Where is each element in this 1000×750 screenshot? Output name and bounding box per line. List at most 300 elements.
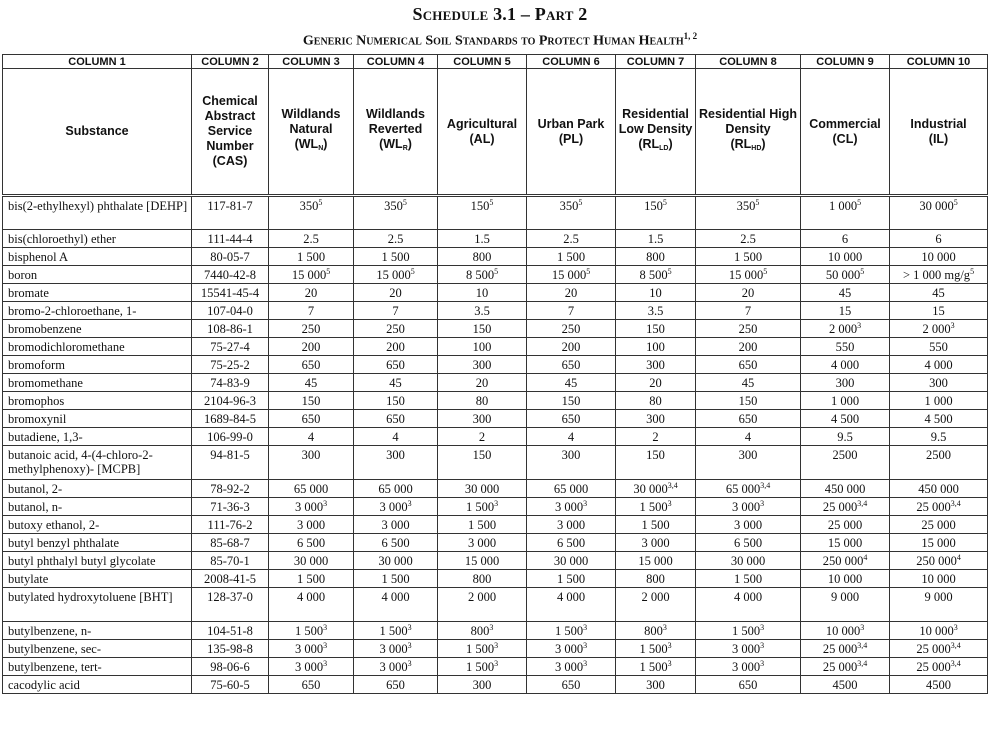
standard-value-cell [269,622,354,640]
column-header-label: Urban Park [537,116,605,131]
standard-value: 4 [567,430,575,444]
standard-value-cell [527,640,616,658]
standard-value-cell [354,570,438,588]
standard-value: 3 000 [731,660,761,674]
standard-value-cell [527,338,616,356]
substance-cell: butylate [3,570,192,588]
standard-value: 200 [738,340,758,354]
standard-value-cell [696,534,801,552]
standard-value-cell [890,446,988,480]
standard-value: 30 000 [293,554,329,568]
standard-value: 9.5 [930,430,947,444]
standard-value-cell [696,302,801,320]
standard-value-cell [354,392,438,410]
standard-value: 2.5 [740,232,756,246]
standard-value: 25 000 [916,642,951,656]
standard-value-cell [616,534,696,552]
standard-value: 25 000 [916,660,951,674]
cas-cell: 85-70-1 [192,552,269,570]
table-row [3,302,988,320]
standard-value-cell [696,676,801,694]
cas-cell: 71-36-3 [192,498,269,516]
standard-value: 550 [929,340,948,354]
standard-value: 150 [472,322,492,336]
standard-value: 80 [475,394,489,408]
cas-cell: 98-06-6 [192,658,269,676]
standard-value: 300 [646,412,665,426]
standard-value: 350 [384,199,403,213]
standard-value-cell [269,392,354,410]
cas-cell: 80-05-7 [192,248,269,266]
column-header-label: Industrial [910,116,967,131]
standard-value-cell [527,570,616,588]
standard-value-cell [890,410,988,428]
document-subtitle [0,31,1000,50]
standard-value: 15 000 [291,268,327,282]
standard-value-cell [438,446,527,480]
standard-value: 15 [838,304,852,318]
standard-value: 6 500 [296,536,326,550]
standard-value-cell [890,570,988,588]
standard-value-cell [890,498,988,516]
standard-value: 6 500 [381,536,410,550]
column-header-abbr: (RL [730,137,752,151]
column-number-4: COLUMN 4 [354,55,438,69]
table-row [3,534,988,552]
standard-value-cell [269,588,354,622]
standard-value: 50 000 [825,268,861,282]
column-header-5 [438,69,527,196]
standard-value: 3 000 [467,536,497,550]
standard-value-cell [696,320,801,338]
standard-value: 1 500 [296,572,326,586]
standard-value: 200 [561,340,581,354]
standard-value-cell [527,374,616,392]
substance-cell: bromodichloromethane [3,338,192,356]
standard-value: 300 [561,448,581,462]
column-number-5: COLUMN 5 [438,55,527,69]
table-row [3,516,988,534]
standard-value-cell [616,428,696,446]
footnote-ref: 3,4 [950,641,961,650]
standard-value: 250 [386,322,405,336]
standard-value-cell [696,196,801,230]
footnote-ref: 3 [760,641,765,650]
standard-value-cell [616,446,696,480]
standard-value: 3 000 [294,642,324,656]
standard-value: 300 [646,358,665,372]
column-header-label: Chemical Abstract Service Number [202,94,258,153]
standard-value-cell [527,302,616,320]
standard-value-cell [354,266,438,284]
column-header-label: Substance [65,124,129,138]
standard-value-cell [696,338,801,356]
standard-value-cell [269,266,354,284]
standard-value: 3 000 [554,660,584,674]
standard-value-cell [616,410,696,428]
column-header-subscript: N [318,145,324,152]
standard-value: 1 500 [731,624,761,638]
standard-value-cell [527,320,616,338]
standard-value: 15 000 [551,268,587,282]
substance-cell: bromomethane [3,374,192,392]
standard-value-cell [354,248,438,266]
standard-value-cell [616,266,696,284]
footnote-ref: 3 [760,659,765,668]
column-number-3: COLUMN 3 [269,55,354,69]
standard-value-cell [438,622,527,640]
standard-value: 4 000 [381,590,410,604]
standard-value-cell [269,374,354,392]
standard-value-cell [438,658,527,676]
footnote-ref: 3 [407,641,412,650]
standard-value: 150 [472,448,492,462]
standard-value-cell [269,516,354,534]
standard-value: 1 500 [554,624,584,638]
column-header-label: Residential Low Density [618,107,693,136]
standard-value: 1 500 [465,660,495,674]
standard-value: 150 [301,394,321,408]
footnote-ref: 3 [494,641,499,650]
standard-value-cell [527,446,616,480]
standard-value-cell [890,480,988,498]
standard-value-cell [438,516,527,534]
standard-value-cell [527,552,616,570]
standard-value-cell [696,374,801,392]
standard-value-cell [269,552,354,570]
column-header-subscript: LD [659,145,669,152]
standard-value: > 1 000 mg/g [902,268,971,282]
standard-value-cell [890,622,988,640]
document-title: Schedule 3.1 – Part 2 [412,4,588,24]
table-row [3,480,988,498]
standard-value: 3 000 [556,518,586,532]
standard-value-cell [890,248,988,266]
standard-value-cell [354,338,438,356]
substance-cell: butadiene, 1,3- [3,428,192,446]
cas-cell: 1689-84-5 [192,410,269,428]
cas-cell: 104-51-8 [192,622,269,640]
standard-value: 4500 [926,678,951,692]
standard-value: 1 500 [381,572,410,586]
column-description-row [3,69,988,196]
standard-value: 7 [392,304,399,318]
soil-standards-table [2,54,988,694]
column-number-7: COLUMN 7 [616,55,696,69]
standard-value: 650 [386,358,405,372]
standard-value: 8 500 [639,268,668,282]
cas-cell: 111-76-2 [192,516,269,534]
standard-value: 10 000 [919,624,954,638]
cas-cell: 74-83-9 [192,374,269,392]
standard-value: 250 [561,322,581,336]
standard-value-cell [269,248,354,266]
standard-value: 150 [386,394,405,408]
standard-value-cell [890,356,988,374]
standard-value: 65 000 [293,482,329,496]
standard-value-cell [269,338,354,356]
standard-value: 6 500 [733,536,763,550]
standard-value: 15 000 [464,554,500,568]
table-row [3,196,988,230]
standard-value: 450 000 [824,482,866,496]
footnote-ref: 3,4 [667,481,678,490]
standard-value-cell [616,622,696,640]
standard-value-cell [616,640,696,658]
standard-value-cell [354,516,438,534]
standard-value-cell [438,230,527,248]
standard-value: 300 [472,678,492,692]
standard-value-cell [616,676,696,694]
standard-value: 4 [392,430,399,444]
standard-value: 6 [841,232,849,246]
footnote-ref: 3,4 [857,659,868,668]
standard-value: 30 000 [919,199,954,213]
table-row [3,658,988,676]
column-header-3 [269,69,354,196]
standard-value: 3 000 [554,642,584,656]
footnote-ref: 5 [755,198,760,207]
footnote-ref: 5 [763,267,768,276]
standard-value-cell [696,658,801,676]
footnote-ref: 5 [662,198,667,207]
column-header-label: Agricultural [446,116,518,131]
standard-value-cell [616,552,696,570]
standard-value: 2 [652,430,659,444]
standard-value-cell [438,676,527,694]
standard-value: 650 [386,412,405,426]
footnote-ref: 3 [583,499,588,508]
footnote-ref: 5 [402,198,407,207]
standard-value: 2500 [832,448,858,462]
footnote-ref: 3 [323,499,328,508]
standard-value-cell [269,284,354,302]
standard-value-cell [354,410,438,428]
standard-value: 150 [646,448,665,462]
standard-value-cell [890,588,988,622]
standard-value: 100 [646,340,665,354]
standard-value-cell [438,302,527,320]
standard-value: 20 [741,286,755,300]
standard-value: 15 000 [728,268,764,282]
standard-value: 3 000 [379,660,408,674]
standard-value: 3 000 [731,500,761,514]
standard-value: 9 000 [924,590,953,604]
standard-value-cell [527,498,616,516]
standard-value: 45 [304,376,318,390]
standard-value: 10 [475,286,489,300]
column-header-subscript: R [402,145,408,152]
substance-cell: butyl phthalyl butyl glycolate [3,552,192,570]
standard-value: 1 500 [465,500,495,514]
cas-cell: 94-81-5 [192,446,269,480]
standard-value-cell [527,410,616,428]
table-row [3,230,988,248]
standard-value-cell [801,676,890,694]
standard-value: 3 000 [294,660,324,674]
column-number-9: COLUMN 9 [801,55,890,69]
standard-value-cell [890,640,988,658]
substance-cell: butanoic acid, 4-(4-chloro-2-methylphenoxy)- [MCPB] [3,446,192,480]
standard-value: 650 [301,678,321,692]
standard-value: 15 000 [376,268,411,282]
standard-value: 650 [738,412,758,426]
standard-value: 45 [932,286,945,300]
standard-value-cell [438,552,527,570]
substance-cell: bromate [3,284,192,302]
standard-value-cell [269,534,354,552]
standard-value-cell [269,302,354,320]
column-header-7 [616,69,696,196]
footnote-ref: 3 [857,321,862,330]
standard-value-cell [801,622,890,640]
footnote-ref: 4 [863,553,868,562]
standard-value-cell [354,302,438,320]
standard-value-cell [890,392,988,410]
standard-value: 250 [738,322,758,336]
standard-value: 4500 [832,678,858,692]
table-row [3,640,988,658]
substance-cell: butylbenzene, sec- [3,640,192,658]
standard-value: 650 [561,358,581,372]
standard-value: 1 500 [296,250,326,264]
footnote-ref: 3 [583,659,588,668]
column-header-6 [527,69,616,196]
standard-value: 25 000 [822,642,858,656]
standard-value: 6 [935,232,942,246]
cas-cell: 108-86-1 [192,320,269,338]
standard-value-cell [527,480,616,498]
standard-value-cell [438,338,527,356]
standard-value-cell [801,196,890,230]
substance-cell: boron [3,266,192,284]
standard-value: 8 500 [465,268,495,282]
standard-value: 800 [646,572,665,586]
standard-value-cell [890,552,988,570]
footnote-ref: 5 [410,267,415,276]
footnote-ref: 3,4 [950,659,961,668]
standard-value-cell [354,498,438,516]
standard-value: 4 [744,430,752,444]
standard-value: 250 000 [822,554,864,568]
standard-value-cell [801,570,890,588]
cas-cell: 75-27-4 [192,338,269,356]
cas-cell: 85-68-7 [192,534,269,552]
standard-value-cell [801,230,890,248]
standard-value-cell [801,266,890,284]
table-row [3,446,988,480]
column-header-label: Wildlands Natural [281,107,341,136]
standard-value: 4 000 [733,590,763,604]
standard-value: 4 000 [296,590,326,604]
standard-value: 20 [389,286,402,300]
standard-value-cell [527,588,616,622]
footnote-ref: 3 [662,623,667,632]
footnote-ref: 5 [586,267,591,276]
standard-value: 250 [301,322,321,336]
column-header-abbr: (IL) [928,131,949,146]
standard-value-cell [801,338,890,356]
standard-value: 1 000 [924,394,953,408]
footnote-ref: 3 [583,623,588,632]
table-row [3,552,988,570]
standard-value: 250 000 [916,554,957,568]
standard-value: 20 [304,286,318,300]
standard-value: 2.5 [387,232,404,246]
standard-value: 10 [649,286,662,300]
table-row [3,498,988,516]
footnote-ref: 3,4 [857,641,868,650]
standard-value: 1 500 [467,518,497,532]
standard-value: 7 [744,304,752,318]
standard-value-cell [269,480,354,498]
standard-value-cell [438,498,527,516]
standard-value-cell [616,374,696,392]
standard-value: 4 000 [830,358,860,372]
standard-value-cell [890,196,988,230]
column-header-subscript: HD [751,145,762,152]
substance-cell: butyl benzyl phthalate [3,534,192,552]
standard-value: 10 000 [827,572,863,586]
standard-value-cell [696,588,801,622]
cas-cell: 135-98-8 [192,640,269,658]
standard-value: 3 000 [554,500,584,514]
footnote-ref: 3 [323,641,328,650]
standard-value-cell [269,658,354,676]
column-header-abbr: (WL [294,137,319,151]
standard-value: 550 [835,340,855,354]
footnote-ref: 3 [407,659,412,668]
substance-cell: butanol, n- [3,498,192,516]
standard-value: 10 000 [825,624,861,638]
standard-value-cell [801,356,890,374]
standard-value-cell [616,230,696,248]
standard-value-cell [616,570,696,588]
standard-value-cell [696,570,801,588]
subtitle-text: Generic Numerical Soil Standards to Protect Human Health [302,33,684,49]
cas-cell: 75-25-2 [192,356,269,374]
standard-value-cell [616,356,696,374]
standard-value: 4 000 [556,590,586,604]
standard-value-cell [890,676,988,694]
standard-value-cell [696,248,801,266]
standard-value: 1 500 [639,500,668,514]
column-header-close: ) [761,137,766,151]
cas-cell: 75-60-5 [192,676,269,694]
standard-value-cell [438,356,527,374]
table-row [3,266,988,284]
standard-value: 150 [644,199,663,213]
standard-value-cell [616,302,696,320]
standard-value: 800 [472,572,492,586]
standard-value: 9 000 [830,590,860,604]
standard-value-cell [616,480,696,498]
standard-value: 3 000 [381,518,410,532]
standard-value: 1.5 [647,232,664,246]
standard-value: 6 500 [556,536,586,550]
standard-value: 20 [649,376,662,390]
standard-value: 1 500 [381,250,410,264]
footnote-ref: 5 [857,198,862,207]
standard-value-cell [354,658,438,676]
standard-value-cell [527,428,616,446]
standard-value-cell [696,392,801,410]
standard-value-cell [438,410,527,428]
standard-value-cell [269,640,354,658]
footnote-ref: 5 [860,267,865,276]
standard-value: 30 000 [730,554,766,568]
standard-value-cell [801,374,890,392]
